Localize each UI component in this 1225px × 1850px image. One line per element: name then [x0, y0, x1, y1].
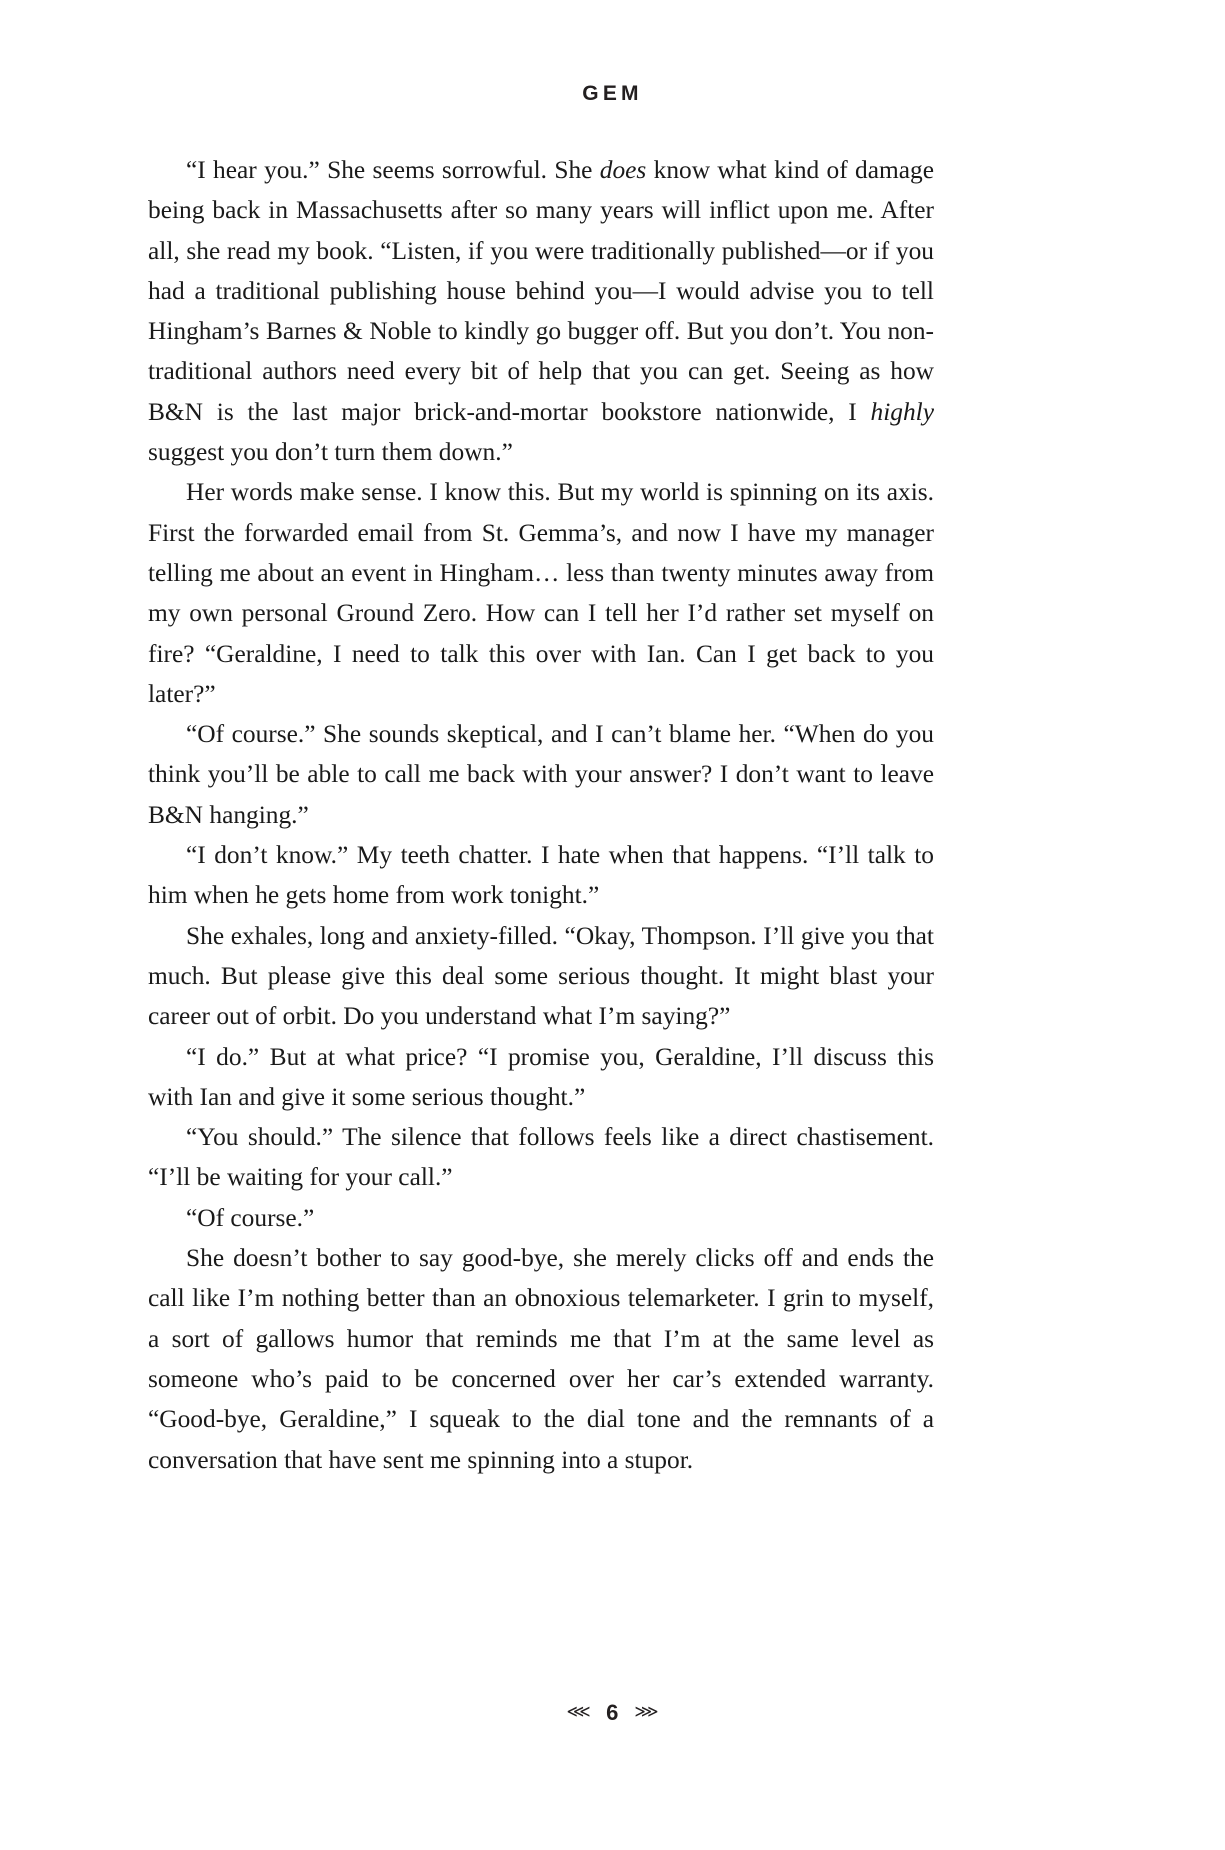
body-text-block — [148, 150, 934, 1480]
emphasis-text: does — [599, 156, 647, 184]
running-head: GEM — [582, 82, 643, 105]
emphasis-text: highly — [870, 397, 934, 426]
paragraph: She doesn’t bother to say good-bye, she merely clicks off and ends the call like I’m nothing better than an obnoxious telemarketer. I grin to myself, a sort of gallows humor that reminds me that I’m at the same level as someone who’s paid to be concerned over her car’s extended warranty. “Good-bye, Geraldine,” I squeak to the dial tone and the remnants of a conversation that have sent me spinning into a stupor. — [148, 1244, 934, 1474]
paragraph: She exhales, long and anxiety-filled. “Okay, Thompson. I’ll give you that much. But please give this deal some serious thought. It might blast your career out of orbit. Do you understand what I’m saying?” — [148, 921, 934, 1031]
page-number: 6 — [606, 1700, 619, 1725]
fleuron-right-icon: ⋙ — [634, 1702, 659, 1722]
paragraph: “I don’t know.” My teeth chatter. I hate when that happens. “I’ll talk to him when he gets home from work tonight.” — [148, 841, 934, 910]
paragraph: Her words make sense. I know this. But my world is spinning on its axis. First the forwarded email from St. Gemma’s, and now I have my manager telling me about an event in Hingham… less than twenty minutes away from my own personal Ground Zero. How can I tell her I’d rather set myself on fire? “Geraldine, I need to talk this over with Ian. Can I get back to you later?” — [148, 478, 934, 708]
paragraph: “I hear you.” She seems sorrowful. She does know what kind of damage being back in Massachusetts after so many years will inflict upon me. After all, she read my book. “Listen, if you were traditionally published—or if you had a traditional publishing house behind you—I would advise you to tell Hingham’s Barnes & Noble to kindly go bugger off. But you don’t. You non-traditional authors need every bit of help that you can get. Seeing as how B&N is the last major brick-and-mortar bookstore nationwide, I highly suggest you don’t turn them down.” — [148, 156, 934, 467]
paragraph: “Of course.” — [186, 1203, 315, 1232]
fleuron-left-icon: ⋘ — [566, 1702, 591, 1722]
paragraph: “Of course.” She sounds skeptical, and I can’t blame her. “When do you think you’ll be able to call me back with your answer? I don’t want to leave B&N hanging.” — [148, 720, 934, 829]
paragraph: “You should.” The silence that follows feels like a direct chastisement. “I’ll be waiting for your call.” — [148, 1123, 934, 1192]
page-folio — [0, 1700, 1225, 1726]
paragraph: “I do.” But at what price? “I promise you, Geraldine, I’ll discuss this with Ian and give it some serious thought.” — [148, 1042, 934, 1111]
